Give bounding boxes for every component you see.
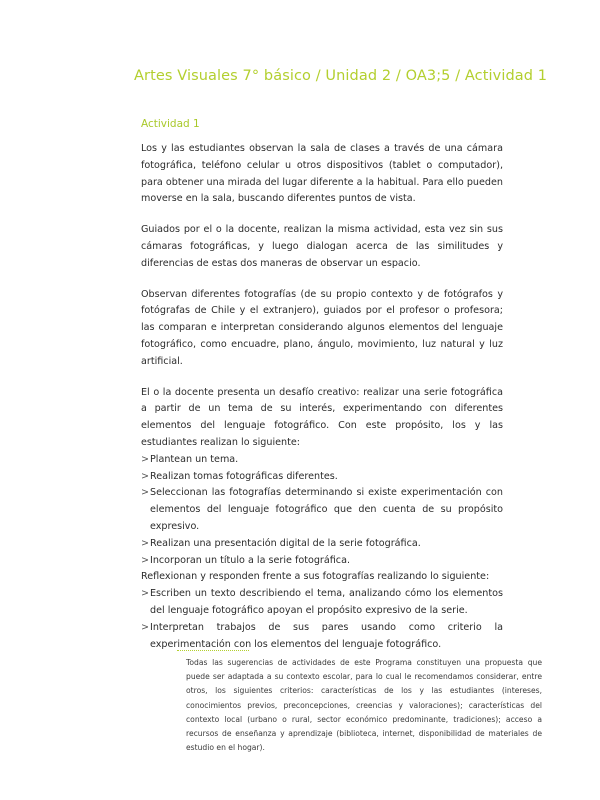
- list-item: > Plantean un tema.: [141, 452, 503, 469]
- paragraph-observe-photographs: Observan diferentes fotografías (de su propio contexto y de fotógrafos y fotógrafas de Chile y el extranjero), guiados por el profesor o profesora; las comparan e interpretan considerando algunos elementos del lenguaje fotográfico, como encuadre, plano, ángulo, movimiento, luz natural y luz artificial.: [141, 288, 503, 367]
- paragraph-creative-challenge: El o la docente presenta un desafío creativo: realizar una serie fotográfica a partir de un tema de su interés, experimentando con diferentes elementos del lenguaje fotográfico. Con este propósito, los y las estudiantes realizan lo siguiente:: [141, 386, 503, 448]
- bullet-marker: >: [141, 621, 150, 633]
- activity-content: [141, 141, 503, 653]
- footnote-text: Todas las sugerencias de actividades de este Programa constituyen una propuesta que puede ser adaptada a su contexto escolar, para lo cual le recomendamos considerar, entre otros, los siguientes criterios: características de los y las estudiantes (intereses, conocimientos previos, preconcepciones, creencias y valoraciones); características del contexto local (urbano o rural, sector económico predominante, tradiciones); acceso a recursos de enseñanza y aprendizaje (biblioteca, internet, disponibilidad de materiales de estudio en el hogar).: [186, 658, 542, 753]
- bullet-marker: >: [141, 554, 150, 566]
- list-item: > Escriben un texto describiendo el tema, analizando cómo los elementos del lenguaje fotográfico apoyan el propósito expresivo de la serie.: [141, 588, 503, 616]
- bullet-marker: >: [141, 537, 150, 549]
- paragraph-without-cameras: Guiados por el o la docente, realizan la misma actividad, esta vez sin sus cámaras fotográficas, y luego dialogan acerca de las similitudes y diferencias de estas dos maneras de observar un espacio.: [141, 224, 503, 269]
- bullet-marker: >: [141, 470, 150, 482]
- list-item: > Realizan tomas fotográficas diferentes.: [141, 469, 503, 486]
- bullet-marker: >: [141, 588, 150, 600]
- reflection-list: [141, 586, 503, 653]
- list-item: > Realizan una presentación digital de la serie fotográfica.: [141, 536, 503, 553]
- page-header-title: Artes Visuales 7° básico / Unidad 2 / OA3;5 / Actividad 1: [134, 68, 548, 84]
- reflection-intro: Reflexionan y responden frente a sus fotografías realizando lo siguiente:: [141, 571, 490, 583]
- list-item: > Incorporan un título a la serie fotográfica.: [141, 553, 503, 570]
- steps-list: [141, 452, 503, 570]
- list-item: > Seleccionan las fotografías determinando si existe experimentación con elementos del lenguaje fotográfico que den cuenta de su propósito expresivo.: [141, 487, 503, 532]
- bullet-marker: >: [141, 453, 150, 465]
- activity-heading: Actividad 1: [141, 118, 200, 130]
- footnote-separator: [177, 650, 249, 651]
- paragraph-observe-classroom: Los y las estudiantes observan la sala de clases a través de una cámara fotográfica, teléfono celular u otros dispositivos (tablet o computador), para obtener una mirada del lugar diferente a la habitual. Para ello pueden moverse en la sala, buscando diferentes puntos de vista.: [141, 143, 503, 205]
- bullet-marker: >: [141, 487, 150, 499]
- list-item: > Interpretan trabajos de sus pares usando como criterio la experimentación con los elementos del lenguaje fotográfico.: [141, 621, 503, 650]
